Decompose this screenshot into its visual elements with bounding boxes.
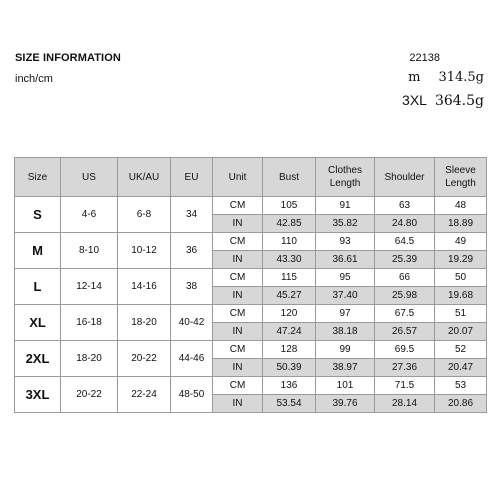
table-row bbox=[15, 269, 487, 287]
length-cell: 39.76 bbox=[316, 395, 375, 413]
weight-value: 314.5g bbox=[438, 70, 484, 85]
sleeve-cell: 50 bbox=[435, 269, 487, 287]
eu-cell: 44-46 bbox=[171, 341, 213, 377]
sleeve-cell: 20.86 bbox=[435, 395, 487, 413]
shoulder-cell: 24.80 bbox=[375, 215, 435, 233]
size-cell: S bbox=[15, 197, 61, 233]
uk-cell: 18-20 bbox=[118, 305, 171, 341]
unit-cell: CM bbox=[213, 197, 263, 215]
unit-cell: CM bbox=[213, 341, 263, 359]
unit-cell: IN bbox=[213, 215, 263, 233]
page-title: SIZE INFORMATION bbox=[15, 52, 121, 64]
weight-size: 3XL bbox=[402, 92, 427, 108]
uk-cell: 10-12 bbox=[118, 233, 171, 269]
unit-cell: IN bbox=[213, 287, 263, 305]
column-header: US bbox=[61, 158, 118, 197]
weight-line bbox=[402, 92, 484, 109]
sleeve-cell: 19.29 bbox=[435, 251, 487, 269]
table-header-row bbox=[15, 158, 487, 197]
shoulder-cell: 69.5 bbox=[375, 341, 435, 359]
sleeve-cell: 53 bbox=[435, 377, 487, 395]
uk-cell: 20-22 bbox=[118, 341, 171, 377]
bust-cell: 136 bbox=[263, 377, 316, 395]
shoulder-cell: 26.57 bbox=[375, 323, 435, 341]
table-row bbox=[15, 341, 487, 359]
length-cell: 101 bbox=[316, 377, 375, 395]
column-header: UK/AU bbox=[118, 158, 171, 197]
weight-size: m bbox=[408, 70, 421, 85]
unit-cell: CM bbox=[213, 233, 263, 251]
us-cell: 18-20 bbox=[61, 341, 118, 377]
sleeve-cell: 51 bbox=[435, 305, 487, 323]
eu-cell: 34 bbox=[171, 197, 213, 233]
product-code: 22138 bbox=[409, 52, 440, 64]
length-cell: 38.18 bbox=[316, 323, 375, 341]
bust-cell: 53.54 bbox=[263, 395, 316, 413]
unit-cell: CM bbox=[213, 269, 263, 287]
length-cell: 99 bbox=[316, 341, 375, 359]
eu-cell: 40-42 bbox=[171, 305, 213, 341]
length-cell: 93 bbox=[316, 233, 375, 251]
weight-value: 364.5g bbox=[434, 93, 484, 109]
eu-cell: 36 bbox=[171, 233, 213, 269]
bust-cell: 50.39 bbox=[263, 359, 316, 377]
column-header: Shoulder bbox=[375, 158, 435, 197]
unit-cell: IN bbox=[213, 359, 263, 377]
unit-note: inch/cm bbox=[15, 73, 53, 85]
length-cell: 97 bbox=[316, 305, 375, 323]
uk-cell: 22-24 bbox=[118, 377, 171, 413]
uk-cell: 14-16 bbox=[118, 269, 171, 305]
column-header: EU bbox=[171, 158, 213, 197]
unit-cell: CM bbox=[213, 377, 263, 395]
bust-cell: 110 bbox=[263, 233, 316, 251]
sleeve-cell: 49 bbox=[435, 233, 487, 251]
eu-cell: 48-50 bbox=[171, 377, 213, 413]
table-row bbox=[15, 377, 487, 395]
size-table bbox=[14, 157, 487, 413]
table-row bbox=[15, 197, 487, 215]
us-cell: 16-18 bbox=[61, 305, 118, 341]
column-header: Clothes Length bbox=[316, 158, 375, 197]
us-cell: 8-10 bbox=[61, 233, 118, 269]
sleeve-cell: 18.89 bbox=[435, 215, 487, 233]
size-cell: L bbox=[15, 269, 61, 305]
eu-cell: 38 bbox=[171, 269, 213, 305]
sleeve-cell: 20.47 bbox=[435, 359, 487, 377]
us-cell: 12-14 bbox=[61, 269, 118, 305]
header-left bbox=[15, 52, 121, 85]
column-header: Unit bbox=[213, 158, 263, 197]
size-cell: XL bbox=[15, 305, 61, 341]
uk-cell: 6-8 bbox=[118, 197, 171, 233]
length-cell: 36.61 bbox=[316, 251, 375, 269]
us-cell: 4-6 bbox=[61, 197, 118, 233]
shoulder-cell: 66 bbox=[375, 269, 435, 287]
column-header: Sleeve Length bbox=[435, 158, 487, 197]
weight-line bbox=[408, 70, 484, 85]
shoulder-cell: 25.98 bbox=[375, 287, 435, 305]
shoulder-cell: 67.5 bbox=[375, 305, 435, 323]
shoulder-cell: 63 bbox=[375, 197, 435, 215]
bust-cell: 105 bbox=[263, 197, 316, 215]
shoulder-cell: 27.36 bbox=[375, 359, 435, 377]
bust-cell: 45.27 bbox=[263, 287, 316, 305]
size-cell: 3XL bbox=[15, 377, 61, 413]
column-header: Size bbox=[15, 158, 61, 197]
sleeve-cell: 48 bbox=[435, 197, 487, 215]
length-cell: 38.97 bbox=[316, 359, 375, 377]
size-cell: 2XL bbox=[15, 341, 61, 377]
shoulder-cell: 64.5 bbox=[375, 233, 435, 251]
bust-cell: 128 bbox=[263, 341, 316, 359]
bust-cell: 120 bbox=[263, 305, 316, 323]
shoulder-cell: 28.14 bbox=[375, 395, 435, 413]
shoulder-cell: 25.39 bbox=[375, 251, 435, 269]
bust-cell: 43.30 bbox=[263, 251, 316, 269]
sleeve-cell: 52 bbox=[435, 341, 487, 359]
shoulder-cell: 71.5 bbox=[375, 377, 435, 395]
length-cell: 91 bbox=[316, 197, 375, 215]
unit-cell: IN bbox=[213, 251, 263, 269]
unit-cell: CM bbox=[213, 305, 263, 323]
bust-cell: 42.85 bbox=[263, 215, 316, 233]
length-cell: 35.82 bbox=[316, 215, 375, 233]
unit-cell: IN bbox=[213, 323, 263, 341]
sleeve-cell: 19.68 bbox=[435, 287, 487, 305]
sleeve-cell: 20.07 bbox=[435, 323, 487, 341]
bust-cell: 47.24 bbox=[263, 323, 316, 341]
table-row bbox=[15, 305, 487, 323]
length-cell: 95 bbox=[316, 269, 375, 287]
length-cell: 37.40 bbox=[316, 287, 375, 305]
table-row bbox=[15, 233, 487, 251]
size-cell: M bbox=[15, 233, 61, 269]
us-cell: 20-22 bbox=[61, 377, 118, 413]
unit-cell: IN bbox=[213, 395, 263, 413]
column-header: Bust bbox=[263, 158, 316, 197]
bust-cell: 115 bbox=[263, 269, 316, 287]
